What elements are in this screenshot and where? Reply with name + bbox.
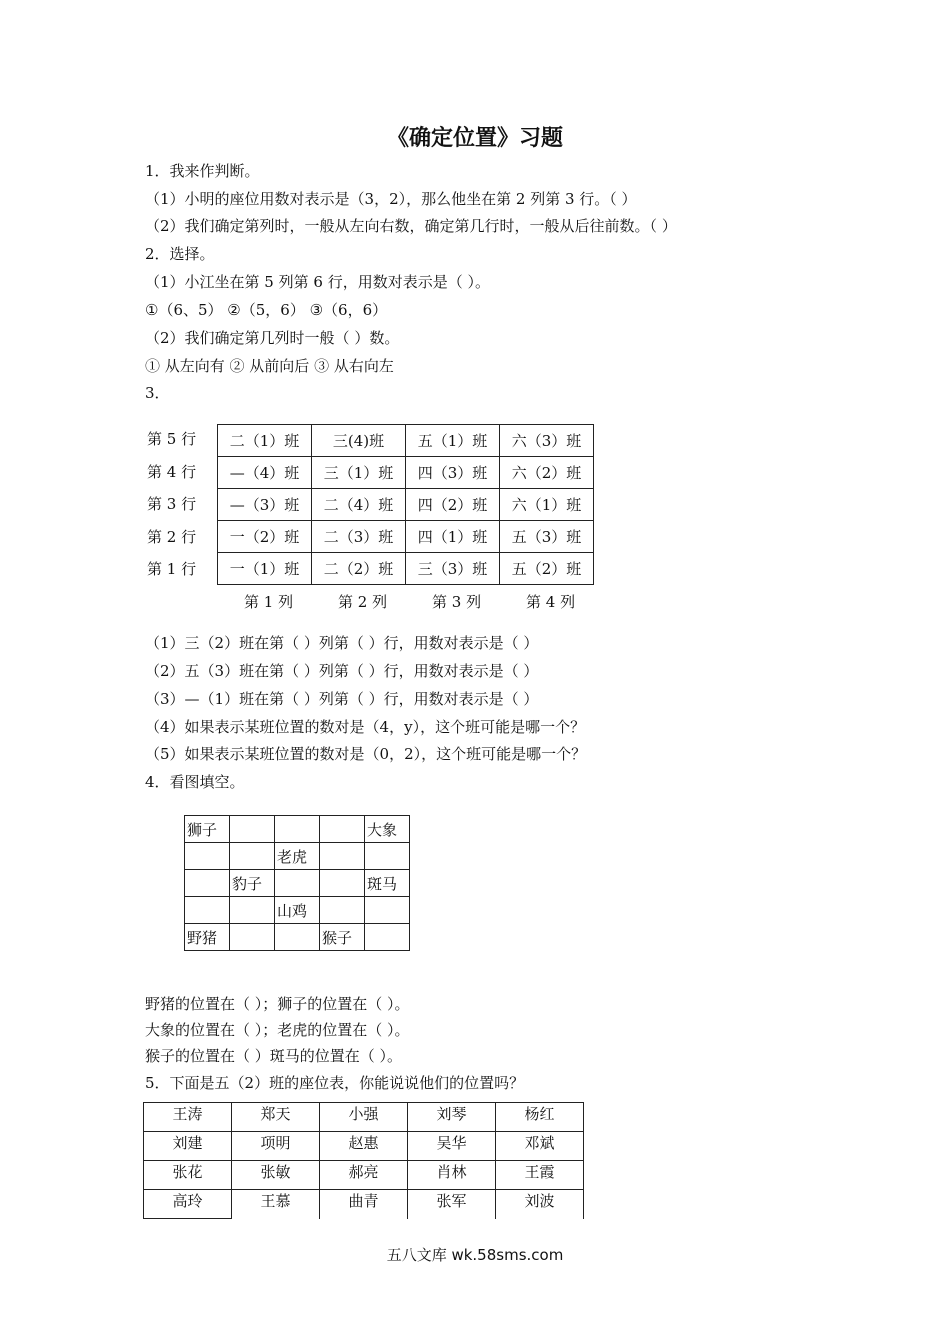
grid-cell bbox=[275, 816, 320, 843]
seat-cell: 王涛 bbox=[144, 1103, 232, 1132]
seat-cell: 刘琴 bbox=[408, 1103, 496, 1132]
q3-item-2: （2）五（3）班在第（ ）列第（ ）行，用数对表示是（ ） bbox=[145, 662, 539, 680]
col-label: 第 2 列 bbox=[338, 593, 388, 611]
grid-cell: 四（1）班 bbox=[406, 521, 500, 553]
seating-table bbox=[143, 1102, 584, 1219]
seat-cell: 邓斌 bbox=[496, 1132, 584, 1161]
seat-cell: 杨红 bbox=[496, 1103, 584, 1132]
grid-cell: 三（1）班 bbox=[312, 457, 406, 489]
q2-line-2: （2）我们确定第几列时一般（ ）数。 bbox=[145, 329, 400, 347]
grid-cell: 四（2）班 bbox=[406, 489, 500, 521]
row-label: 第 4 行 bbox=[147, 463, 197, 481]
q3-item-5: （5）如果表示某班位置的数对是（0，2），这个班可能是哪一个？ bbox=[145, 745, 587, 763]
seat-cell: 刘建 bbox=[144, 1132, 232, 1161]
q4-line-3: 猴子的位置在（ ）斑马的位置在（ ）。 bbox=[145, 1047, 403, 1065]
q1-heading: 1．我来作判断。 bbox=[145, 162, 260, 180]
grid-cell: 大象 bbox=[365, 816, 410, 843]
grid-cell: 野猪 bbox=[185, 924, 230, 951]
page-title: 《确定位置》习题 bbox=[386, 125, 563, 151]
grid-cell bbox=[275, 924, 320, 951]
grid-cell bbox=[365, 843, 410, 870]
grid-cell: 狮子 bbox=[185, 816, 230, 843]
q4-line-2: 大象的位置在（ ）；老虎的位置在（ ）。 bbox=[145, 1021, 410, 1039]
q2-line-1: （1）小江坐在第 5 列第 6 行，用数对表示是（ ）。 bbox=[145, 273, 490, 291]
grid-cell: 山鸡 bbox=[275, 897, 320, 924]
seat-cell: 张敏 bbox=[232, 1161, 320, 1190]
seat-cell: 郑天 bbox=[232, 1103, 320, 1132]
seat-cell: 郝亮 bbox=[320, 1161, 408, 1190]
seat-cell: 吴华 bbox=[408, 1132, 496, 1161]
q5-heading: 5．下面是五（2）班的座位表，你能说说他们的位置吗？ bbox=[145, 1074, 525, 1092]
grid-cell: 五（1）班 bbox=[406, 425, 500, 457]
grid-cell bbox=[185, 843, 230, 870]
grid-cell bbox=[185, 870, 230, 897]
footer-watermark: 五八文库 wk.58sms.com bbox=[386, 1246, 564, 1264]
grid-cell: 二（4）班 bbox=[312, 489, 406, 521]
seat-cell: 赵惠 bbox=[320, 1132, 408, 1161]
seat-cell: 肖林 bbox=[408, 1161, 496, 1190]
grid-cell bbox=[185, 897, 230, 924]
grid-cell bbox=[320, 843, 365, 870]
q2-heading: 2．选择。 bbox=[145, 245, 215, 263]
q2-options-1: ①（6、5） ②（5，6） ③（6，6） bbox=[145, 301, 388, 319]
grid-cell bbox=[230, 924, 275, 951]
grid-cell bbox=[275, 870, 320, 897]
col-label: 第 4 列 bbox=[526, 593, 576, 611]
grid-cell: 二（1）班 bbox=[218, 425, 312, 457]
grid-cell: 五（2）班 bbox=[500, 553, 594, 585]
grid-cell: —（4）班 bbox=[218, 457, 312, 489]
q3-heading: 3． bbox=[145, 384, 170, 402]
row-label: 第 3 行 bbox=[147, 495, 197, 513]
grid-cell: 猴子 bbox=[320, 924, 365, 951]
row-label: 第 1 行 bbox=[147, 560, 197, 578]
grid-cell: 五（3）班 bbox=[500, 521, 594, 553]
animal-grid bbox=[184, 815, 410, 951]
grid-cell: 二（2）班 bbox=[312, 553, 406, 585]
grid-cell: 一（2）班 bbox=[218, 521, 312, 553]
grid-cell bbox=[230, 816, 275, 843]
col-label: 第 3 列 bbox=[432, 593, 482, 611]
q4-line-1: 野猪的位置在（ ）；狮子的位置在（ ）。 bbox=[145, 995, 410, 1013]
grid-cell bbox=[320, 816, 365, 843]
seat-cell: 高玲 bbox=[144, 1190, 232, 1219]
seat-cell: 小强 bbox=[320, 1103, 408, 1132]
grid-cell bbox=[230, 897, 275, 924]
grid-cell: —（3）班 bbox=[218, 489, 312, 521]
grid-cell: 一（1）班 bbox=[218, 553, 312, 585]
grid-cell bbox=[365, 897, 410, 924]
seat-cell: 项明 bbox=[232, 1132, 320, 1161]
grid-cell: 三（3）班 bbox=[406, 553, 500, 585]
grid-cell: 斑马 bbox=[365, 870, 410, 897]
row-label: 第 2 行 bbox=[147, 528, 197, 546]
seat-cell: 曲青 bbox=[320, 1190, 408, 1219]
q2-options-2: ① 从左向有 ② 从前向后 ③ 从右向左 bbox=[145, 357, 394, 375]
q3-item-1: （1）三（2）班在第（ ）列第（ ）行，用数对表示是（ ） bbox=[145, 634, 539, 652]
grid-cell: 六（1）班 bbox=[500, 489, 594, 521]
grid-cell: 老虎 bbox=[275, 843, 320, 870]
q4-heading: 4．看图填空。 bbox=[145, 773, 245, 791]
grid-cell: 六（3）班 bbox=[500, 425, 594, 457]
grid-cell: 豹子 bbox=[230, 870, 275, 897]
grid-cell: 六（2）班 bbox=[500, 457, 594, 489]
col-label: 第 1 列 bbox=[244, 593, 294, 611]
seat-cell: 张花 bbox=[144, 1161, 232, 1190]
grid-cell: 三(4)班 bbox=[312, 425, 406, 457]
q1-item-1: （1）小明的座位用数对表示是（3，2），那么他坐在第 2 列第 3 行。（ ） bbox=[145, 190, 637, 208]
grid-cell: 二（3）班 bbox=[312, 521, 406, 553]
seat-cell: 王慕 bbox=[232, 1190, 320, 1219]
seat-cell: 刘波 bbox=[496, 1190, 584, 1219]
grid-cell bbox=[230, 843, 275, 870]
q3-item-3: （3）—（1）班在第（ ）列第（ ）行，用数对表示是（ ） bbox=[145, 690, 539, 708]
grid-cell bbox=[320, 897, 365, 924]
q1-item-2: （2）我们确定第列时，一般从左向右数，确定第几行时，一般从后往前数。（ ） bbox=[145, 217, 677, 235]
class-position-table bbox=[217, 424, 594, 585]
grid-cell: 四（3）班 bbox=[406, 457, 500, 489]
grid-cell bbox=[365, 924, 410, 951]
q3-item-4: （4）如果表示某班位置的数对是（4，y），这个班可能是哪一个？ bbox=[145, 718, 586, 736]
row-label: 第 5 行 bbox=[147, 430, 197, 448]
seat-cell: 张军 bbox=[408, 1190, 496, 1219]
grid-cell bbox=[320, 870, 365, 897]
seat-cell: 王霞 bbox=[496, 1161, 584, 1190]
